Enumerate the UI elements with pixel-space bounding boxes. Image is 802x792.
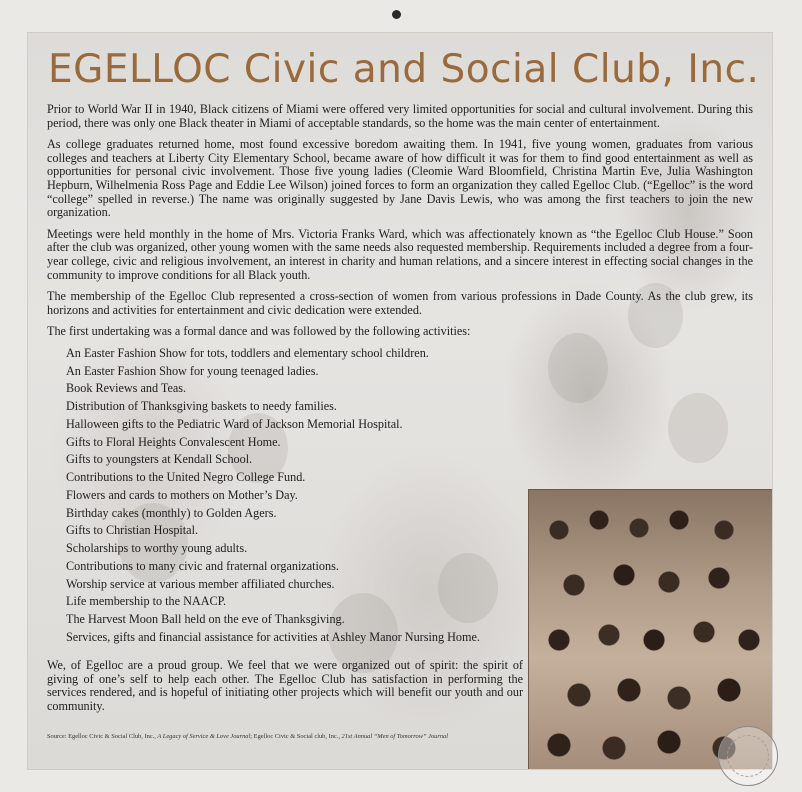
list-item: Distribution of Thanksgiving baskets to needy families. [66,399,337,414]
library-seal-stamp [718,726,778,786]
source-middle: ; Egelloc Civic & Social club, Inc., [250,733,342,740]
source-work-1: A Legacy of Service & Love Journal [157,733,251,740]
closing-paragraph: We, of Egelloc are a proud group. We feel that we were organized out of spirit: the spirit of giving of one’s self to help each other. The Egelloc Club has satisfaction in performing the services rendered, and is hopeful of initiating other projects which will benefit our youth and our community. [47,658,523,713]
paragraph: Prior to World War II in 1940, Black citizens of Miami were offered very limited opportunities for social and cultural involvement. During this period, there was only one Black theater in Miami of acceptable standards, so the home was the main center of entertainment. [47,102,753,130]
list-item: Gifts to Christian Hospital. [66,523,199,538]
list-item: Contributions to many civic and fraternal organizations. [66,558,339,573]
list-item: Worship service at various member affiliated churches. [66,576,335,591]
list-item: Life membership to the NAACP. [66,594,227,609]
list-item: Gifts to Floral Heights Convalescent Home. [66,434,281,449]
paragraph: The first undertaking was a formal dance and was followed by the following activities: [47,324,471,339]
list-item: Gifts to youngsters at Kendall School. [66,452,253,467]
content-frame [27,32,773,770]
list-item: Scholarships to worthy young adults. [66,541,248,556]
list-item: The Harvest Moon Ball held on the eve of Thanksgiving. [66,612,345,627]
paragraph: As college graduates returned home, most found excessive boredom awaiting them. In 1941, five young women, graduates from various colleges and teachers at Liberty City Elementary School, became aware of how difficult it was for them to find good entertainment as well as opportunities for personal civic involvement. Those five young ladies (Cleomie Ward Bloomfield, Christina Martin Eve, Julia Washington Hepburn, Wilhelmenia Ross Page and Eddie Lee Wilson) joined forces to form an organization they called Egelloc Club. (“Egelloc” is the word “college” spelled in reverse.) The name was originally suggested by Jane Davis Lewis, who was among the first teachers to join the new organization. [47,137,753,220]
source-citation [47,733,607,740]
list-item: Book Reviews and Teas. [66,381,187,396]
source-prefix: Source: Egelloc Civic & Social Club, Inc., [47,733,158,740]
list-item: Birthday cakes (monthly) to Golden Agers. [66,505,277,520]
paragraph: The membership of the Egelloc Club represented a cross-section of women from various professions in Dade County. As the club grew, its horizons and activities for entertainment and civic dedication were extended. [47,289,753,317]
list-item: Services, gifts and financial assistance for activities at Ashley Manor Nursing Home. [66,629,480,644]
hanging-hole [392,10,401,19]
list-item: Halloween gifts to the Pediatric Ward of Jackson Memorial Hospital. [66,416,403,431]
page-title: EGELLOC Civic and Social Club, Inc. [48,47,760,92]
list-item: An Easter Fashion Show for tots, toddlers and elementary school children. [66,345,429,360]
paragraph: Meetings were held monthly in the home of Mrs. Victoria Franks Ward, which was affectionately known as “the Egelloc Club House.” Soon after the club was organized, other young women with the same needs also requested membership. Requirements included a degree from a four-year college, civic and religious involvement, an interest in charity and human relations, and a sincere interest in effecting social changes in the community to improve conditions for all Black youth. [47,226,753,282]
source-work-2: 21st Annual “Men of Tomorrow” Journal [341,733,448,740]
list-item: Contributions to the United Negro College Fund. [66,470,306,485]
list-item: An Easter Fashion Show for young teenaged ladies. [66,363,319,378]
list-item: Flowers and cards to mothers on Mother’s Day. [66,487,298,502]
